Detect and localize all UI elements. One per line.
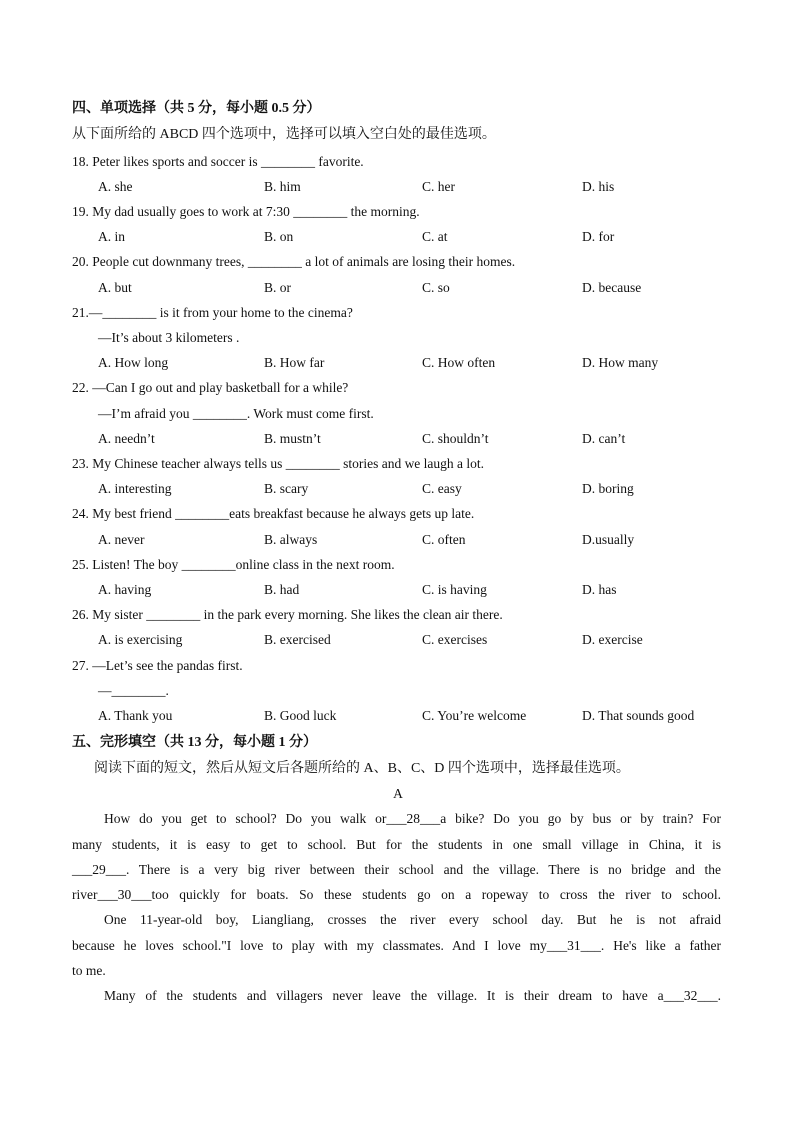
question-23-option-a: A. interesting xyxy=(98,481,172,496)
passage-line-1: How do you get to school? Do you walk or___28___a bike? Do you go by bus or by train? For xyxy=(104,811,721,826)
question-26-option-b: B. exercised xyxy=(264,632,331,647)
question-24-option-d: D.usually xyxy=(582,532,635,547)
passage-line-7: to me. xyxy=(72,963,106,978)
question-18-option-d: D. his xyxy=(582,179,615,194)
question-27-option-d: D. That sounds good xyxy=(582,708,695,723)
question-25-option-a: A. having xyxy=(98,582,152,597)
question-19-option-b: B. on xyxy=(264,229,294,244)
question-27-reply: —________. xyxy=(98,683,169,698)
question-26-option-a: A. is exercising xyxy=(98,632,183,647)
passage-line-3: ___29___. There is a very big river between their school and the village. There is no bridge and the xyxy=(72,862,721,877)
question-20-option-c: C. so xyxy=(422,280,450,295)
passage-line-6: because he loves school."I love to play with my classmates. And I love my___31___. He's like a father xyxy=(72,938,721,953)
section-5-title: 五、完形填空（共 13 分，每小题 1 分） xyxy=(72,735,317,750)
question-23-stem: 23. My Chinese teacher always tells us ________ stories and we laugh a lot. xyxy=(72,456,485,471)
question-23-option-b: B. scary xyxy=(264,481,309,496)
question-27-option-c: C. You’re welcome xyxy=(422,708,527,723)
section-4-instruction: 从下面所给的 ABCD 四个选项中，选择可以填入空白处的最佳选项。 xyxy=(72,127,496,142)
question-18-option-c: C. her xyxy=(422,179,455,194)
question-25-option-b: B. had xyxy=(264,582,300,597)
question-24-option-a: A. never xyxy=(98,532,145,547)
question-27-option-b: B. Good luck xyxy=(264,708,337,723)
question-24-option-c: C. often xyxy=(422,532,466,547)
section-5-instruction: 阅读下面的短文，然后从短文后各题所给的 A、B、C、D 四个选项中，选择最佳选项。 xyxy=(94,761,630,776)
question-20-stem: 20. People cut downmany trees, ________ a lot of animals are losing their homes. xyxy=(72,254,516,269)
question-25-stem: 25. Listen! The boy ________online class in the next room. xyxy=(72,557,395,572)
question-22-reply: —I’m afraid you ________. Work must come first. xyxy=(98,406,374,421)
question-20-option-d: D. because xyxy=(582,280,642,295)
question-23-option-c: C. easy xyxy=(422,481,462,496)
question-24-option-b: B. always xyxy=(264,532,318,547)
question-22-stem: 22. —Can I go out and play basketball for a while? xyxy=(72,380,349,395)
question-19-option-c: C. at xyxy=(422,229,448,244)
question-21-option-c: C. How often xyxy=(422,355,496,370)
question-26-stem: 26. My sister ________ in the park every morning. She likes the clean air there. xyxy=(72,607,503,622)
question-21-stem: 21.—________ is it from your home to the cinema? xyxy=(72,305,353,320)
question-26-option-c: C. exercises xyxy=(422,632,488,647)
question-21-reply: —It’s about 3 kilometers . xyxy=(98,330,240,345)
section-4-title: 四、单项选择（共 5 分，每小题 0.5 分） xyxy=(72,101,321,116)
question-22-option-c: C. shouldn’t xyxy=(422,431,489,446)
question-22-option-b: B. mustn’t xyxy=(264,431,321,446)
question-25-option-d: D. has xyxy=(582,582,617,597)
question-21-option-b: B. How far xyxy=(264,355,325,370)
question-20-option-a: A. but xyxy=(98,280,132,295)
question-24-stem: 24. My best friend ________eats breakfast because he always gets up late. xyxy=(72,506,475,521)
question-21-option-d: D. How many xyxy=(582,355,659,370)
passage-line-5: One 11-year-old boy, Liangliang, crosses the river every school day. But he is not afraid xyxy=(104,912,721,927)
question-19-stem: 19. My dad usually goes to work at 7:30 ________ the morning. xyxy=(72,204,420,219)
question-27-stem: 27. —Let’s see the pandas first. xyxy=(72,658,243,673)
passage-line-4: river___30___too quickly for boats. So these students go on a ropeway to cross the river to school. xyxy=(72,887,721,902)
question-19-option-d: D. for xyxy=(582,229,615,244)
question-22-option-a: A. needn’t xyxy=(98,431,155,446)
question-20-option-b: B. or xyxy=(264,280,291,295)
question-19-option-a: A. in xyxy=(98,229,125,244)
question-18-stem: 18. Peter likes sports and soccer is ________ favorite. xyxy=(72,154,364,169)
question-26-option-d: D. exercise xyxy=(582,632,643,647)
question-22-option-d: D. can’t xyxy=(582,431,626,446)
question-18-option-b: B. him xyxy=(264,179,301,194)
question-27-option-a: A. Thank you xyxy=(98,708,173,723)
question-25-option-c: C. is having xyxy=(422,582,487,597)
question-21-option-a: A. How long xyxy=(98,355,169,370)
question-23-option-d: D. boring xyxy=(582,481,634,496)
passage-line-2: many students, it is easy to get to school. But for the students in one small village in China, it is xyxy=(72,837,721,852)
passage-label: A xyxy=(393,786,403,801)
passage-line-8: Many of the students and villagers never leave the village. It is their dream to have a___32___. xyxy=(104,988,721,1003)
question-18-option-a: A. she xyxy=(98,179,133,194)
